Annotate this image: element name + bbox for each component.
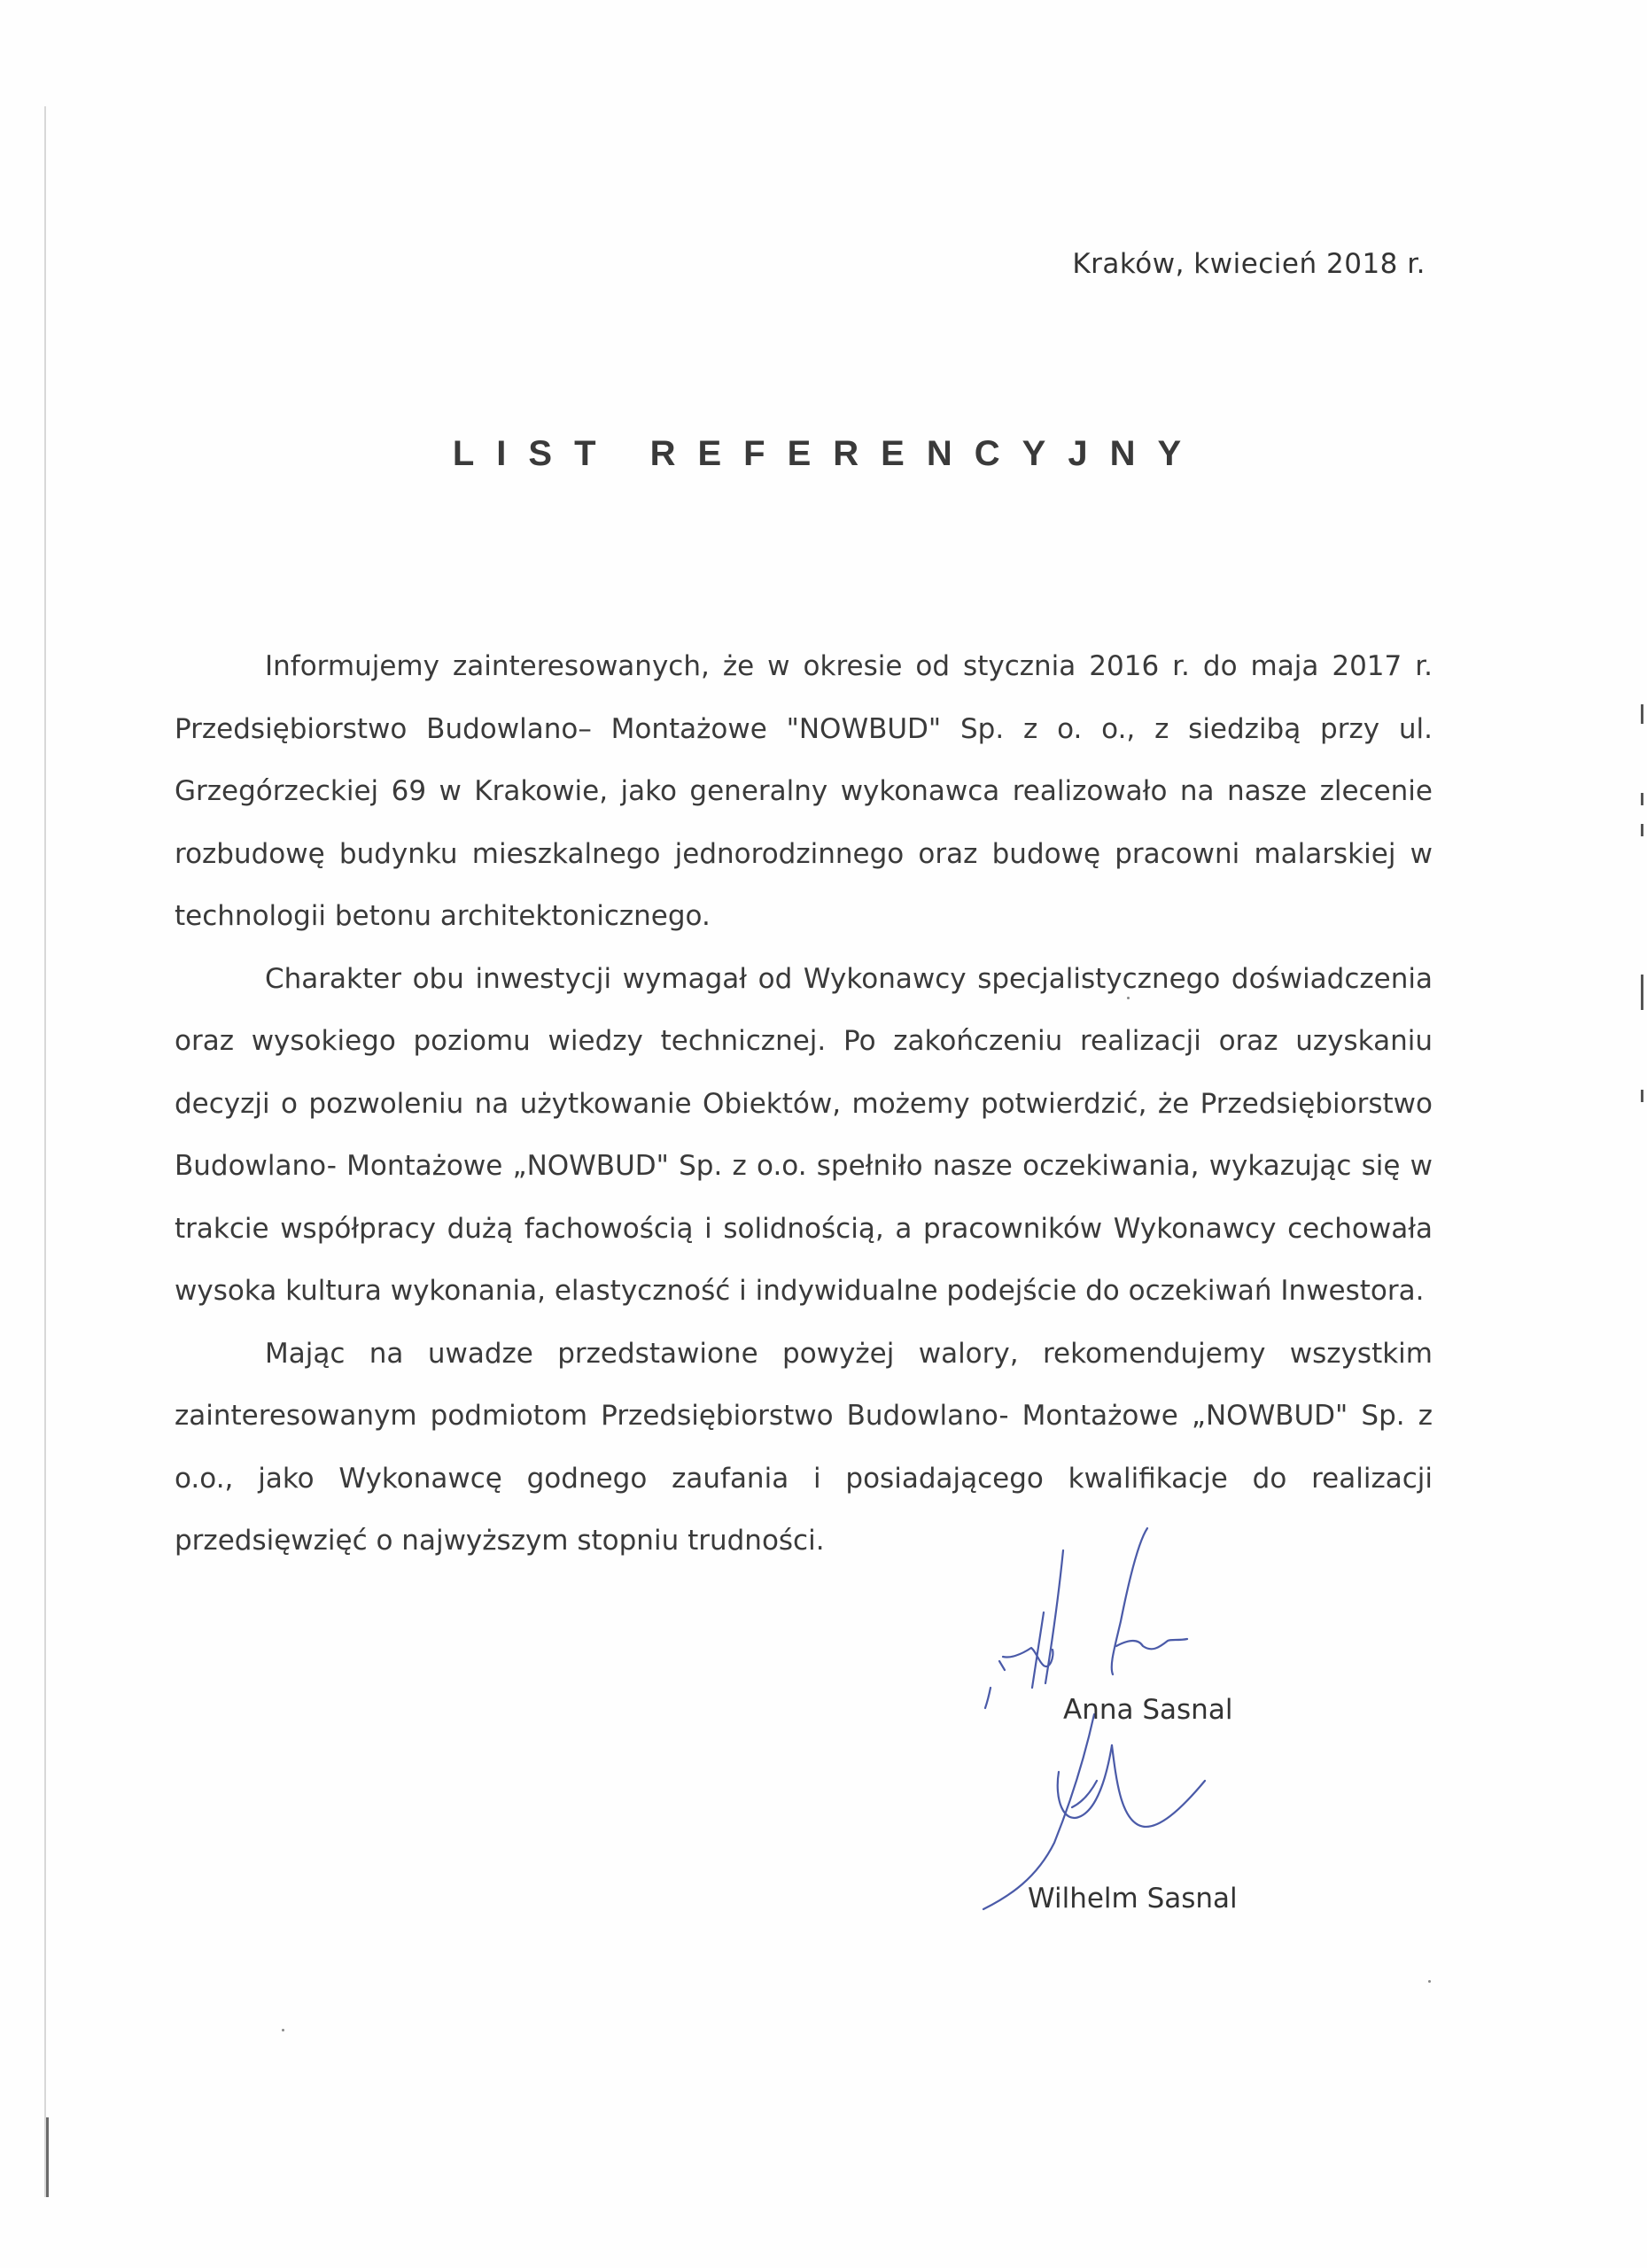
scan-mark [1641, 1090, 1643, 1102]
place-and-date: Kraków, kwiecień 2018 r. [1072, 248, 1426, 280]
scan-speck [1428, 1980, 1431, 1983]
paragraph-2: Charakter obu inwestycji wymagał od Wykonawcy specjalistycznego doświadczenia oraz wysokiego poziomu wiedzy technicznej. Po zakończeniu realizacji oraz uzyskaniu decyzji o pozwoleniu na użytkowanie Obiektów, możemy potwierdzić, że Przedsiębiorstwo Budowlano- Montażowe „NOWBUD" Sp. z o.o. spełniło nasze oczekiwania, wykazując się w trakcie współpracy dużą fachowością i solidnością, a pracowników Wykonawcy cechowała wysoka kultura wykonania, elastyczność i indywidualne podejście do oczekiwań Inwestora. [175, 962, 1433, 1307]
scan-mark [1641, 824, 1643, 836]
document-title: LIST REFERENCYJNY [452, 434, 1204, 473]
scan-left-edge-dark [46, 2117, 49, 2197]
scan-speck [282, 2029, 284, 2031]
signatory-1-name: Anna Sasnal [1063, 1694, 1233, 1726]
paragraph-3: Mając na uwadze przedstawione powyżej walory, rekomendujemy wszystkim zainteresowanym podmiotom Przedsiębiorstwo Budowlano- Montażowe „NOWBUD" Sp. z o.o., jako Wykonawcę godnego zaufania i posiadającego kwalifikacje do realizacji przedsięwzięć o najwyższym stopniu trudności. [175, 1337, 1433, 1557]
signature-block [939, 1506, 1311, 1931]
scan-left-edge [44, 106, 46, 2197]
letter-body [175, 635, 1433, 1573]
signatory-2-name: Wilhelm Sasnal [1028, 1883, 1238, 1915]
scan-mark [1641, 975, 1643, 1010]
paragraph-1: Informujemy zainteresowanych, że w okresie od stycznia 2016 r. do maja 2017 r. Przedsiębiorstwo Budowlano– Montażowe "NOWBUD" Sp. z o. o., z siedzibą przy ul. Grzegórzeckiej 69 w Krakowie, jako generalny wykonawca realizowało na nasze zlecenie rozbudowę budynku mieszkalnego jednorodzinnego oraz budowę pracowni malarskiej w technologii betonu architektonicznego. [175, 650, 1433, 932]
scan-mark [1641, 793, 1643, 805]
scan-mark [1641, 704, 1643, 724]
